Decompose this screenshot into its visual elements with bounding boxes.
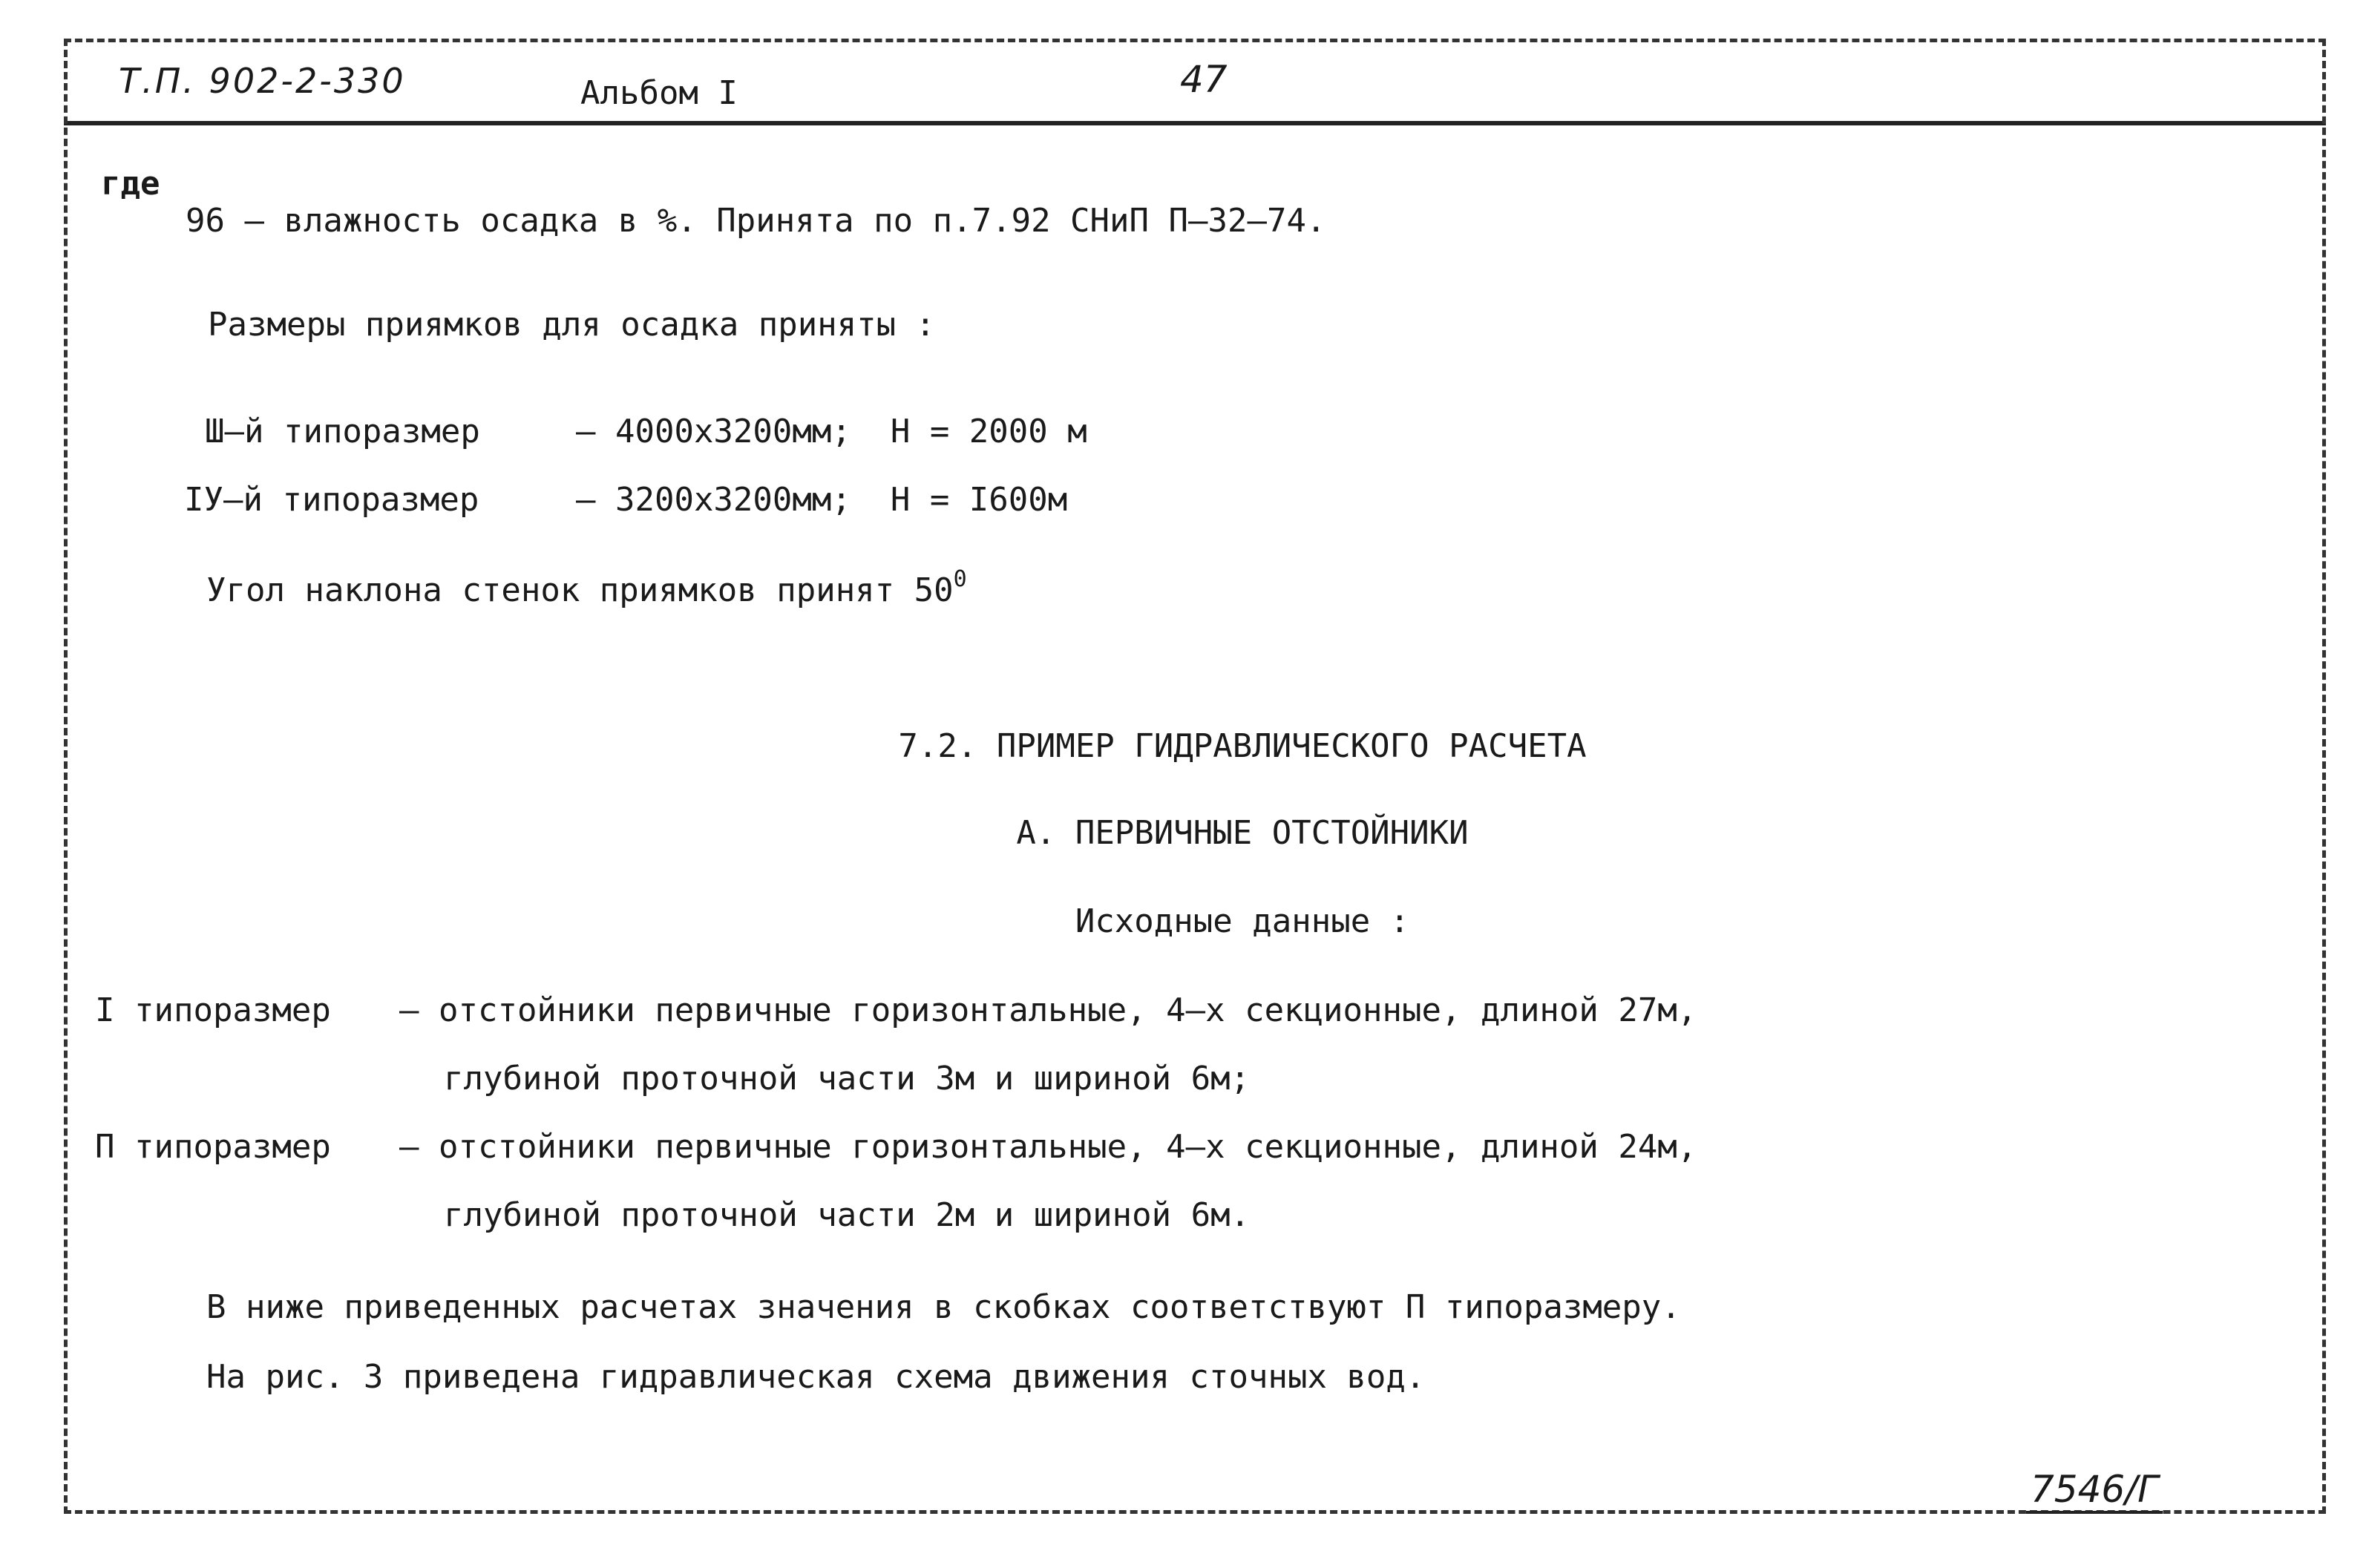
angle-degree: 0 xyxy=(953,566,967,592)
inventory-stamp: 7546/Г xyxy=(2026,1468,2163,1514)
album-label: Альбом I xyxy=(580,74,738,112)
size-line: глубиной проточной части 3м и шириной 6м; xyxy=(444,1060,1251,1098)
where-label: где xyxy=(101,165,160,203)
frame-top-border xyxy=(64,39,2326,42)
angle-text: Угол наклона стенок приямков принят 50 xyxy=(206,571,954,609)
size-label: П типоразмер xyxy=(95,1128,331,1166)
pit-size-label: IУ–й типоразмер xyxy=(184,481,479,519)
pit-size-value: – 4000x3200мм; Н = 2000 м xyxy=(576,413,1087,450)
pit-size-label: Ш–й типоразмер xyxy=(205,413,480,450)
pits-intro: Размеры приямков для осадка приняты : xyxy=(208,306,936,344)
angle-line xyxy=(206,566,967,609)
size-label: I типоразмер xyxy=(95,991,331,1029)
note-line: В ниже приведенных расчетах значения в скобках соответствуют П типоразмеру. xyxy=(206,1288,1681,1326)
pit-size-value: – 3200x3200мм; Н = I600м xyxy=(576,481,1068,519)
section-title: 7.2. ПРИМЕР ГИДРАВЛИЧЕСКОГО РАСЧЕТА xyxy=(898,727,1587,765)
frame-left-border xyxy=(64,39,68,1514)
subsection-title: А. ПЕРВИЧНЫЕ ОТСТОЙНИКИ xyxy=(1016,814,1469,852)
header-divider xyxy=(64,121,2326,125)
initial-data-title: Исходные данные : xyxy=(1075,902,1410,940)
document-code: Т.П. 902-2-330 xyxy=(119,61,406,101)
page-number: 47 xyxy=(1180,58,1228,101)
size-line: – отстойники первичные горизонтальные, 4–х секционные, длиной 24м, xyxy=(399,1128,1697,1166)
frame-right-border xyxy=(2322,39,2326,1514)
frame-bottom-border xyxy=(64,1510,2326,1514)
moisture-line: 96 – влажность осадка в %. Принята по п.7.92 СНиП П–32–74. xyxy=(186,202,1326,240)
size-line: – отстойники первичные горизонтальные, 4–х секционные, длиной 27м, xyxy=(399,991,1697,1029)
size-line: глубиной проточной части 2м и шириной 6м. xyxy=(444,1196,1251,1234)
note-line: На рис. 3 приведена гидравлическая схема движения сточных вод. xyxy=(206,1358,1426,1396)
